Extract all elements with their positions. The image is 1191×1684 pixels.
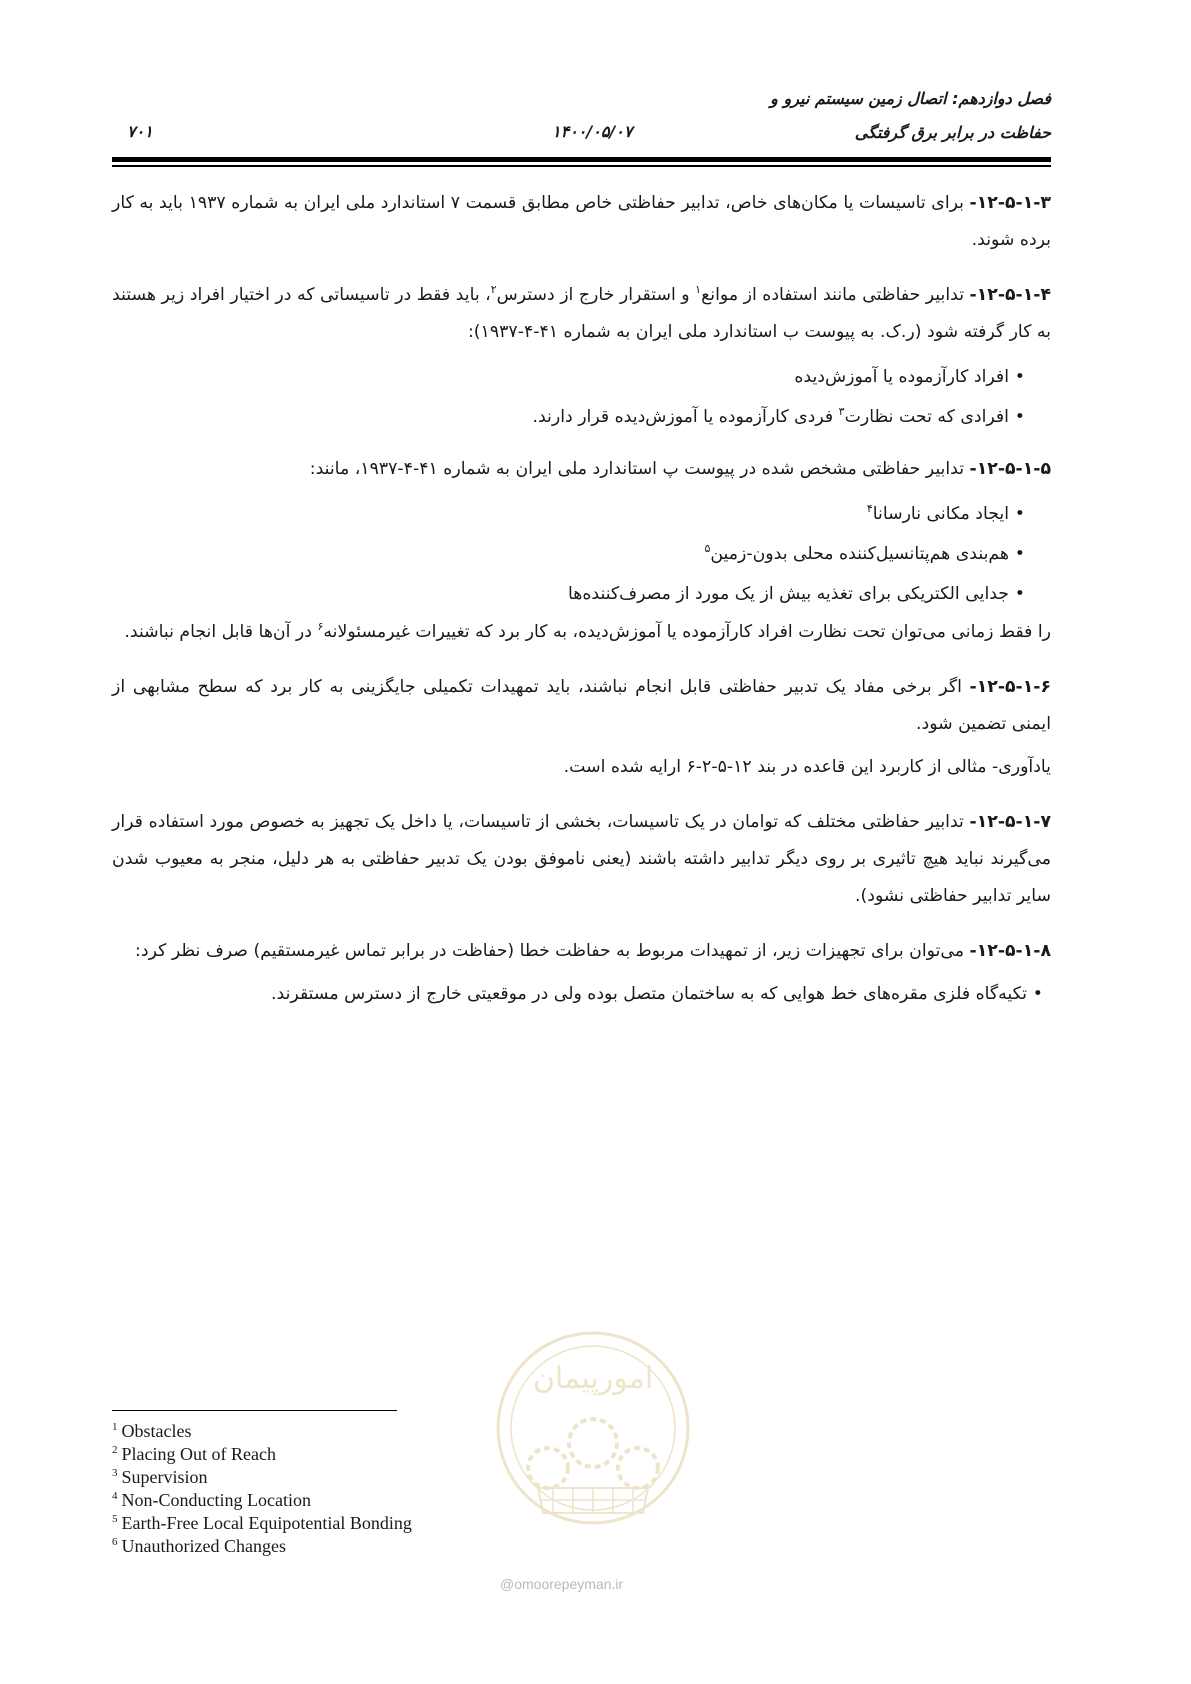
list-item-text: فردی کارآزموده یا آموزش‌دیده قرار دارند. xyxy=(532,407,839,427)
footnote-number: 2 xyxy=(112,1444,118,1456)
footnote-item xyxy=(112,1443,412,1466)
clause-continuation xyxy=(112,614,1051,651)
bullet-list xyxy=(112,357,1051,437)
clause-text: تدابیر حفاظتی مانند استفاده از موانع xyxy=(701,285,970,305)
page-header xyxy=(112,82,1051,162)
header-rule-thick xyxy=(112,157,1051,162)
clause-number: ۱۲-۵-۱-۸- xyxy=(969,941,1051,961)
list-item xyxy=(112,494,1021,534)
list-item-text: تکیه‌گاه فلزی مقره‌های خط هوایی که به ساختمان متصل بوده ولی در موقعیتی خارج از دسترس مستقرند. xyxy=(271,984,1027,1004)
list-item xyxy=(112,574,1021,614)
footnote-ref[interactable]: ۳ xyxy=(838,405,845,419)
watermark-logo-text: امورپیمان xyxy=(532,1361,654,1396)
footnote-number: 6 xyxy=(112,1536,118,1548)
footnote-text: Supervision xyxy=(121,1467,208,1487)
clause-number: ۱۲-۵-۱-۵- xyxy=(969,459,1051,479)
clause-text: تدابیر حفاظتی مشخص شده در پیوست پ استاندارد ملی ایران به شماره ۴۱-۴-۱۹۳۷، مانند: xyxy=(309,459,970,479)
list-item xyxy=(112,397,1021,437)
revision-date: ۱۴۰۰/۰۵/۰۷ xyxy=(552,122,633,141)
footnote-rule xyxy=(112,1410,397,1411)
list-item xyxy=(112,357,1021,397)
footnote-item xyxy=(112,1420,412,1443)
page-number: ۷۰۱ xyxy=(127,122,153,141)
footnote-text: Earth-Free Local Equipotential Bonding xyxy=(121,1513,412,1533)
footnote-number: 3 xyxy=(112,1467,118,1479)
footnote-ref[interactable]: ۶ xyxy=(317,620,324,634)
clause-number: ۱۲-۵-۱-۷- xyxy=(969,812,1051,832)
footnote-item xyxy=(112,1489,412,1512)
footnote-number: 5 xyxy=(112,1513,118,1525)
clause-12-5-1-4 xyxy=(112,277,1051,351)
list-item xyxy=(112,534,1021,574)
list-item-text: هم‌بندی هم‌پتانسیل‌کننده محلی بدون-زمین xyxy=(710,544,1009,564)
clause-number: ۱۲-۵-۱-۶- xyxy=(969,677,1051,697)
footnote-item xyxy=(112,1535,412,1558)
clause-text: می‌توان برای تجهیزات زیر، از تمهیدات مربوط به حفاظت خطا (حفاظت در برابر تماس غیرمستقیم) صرف نظر کرد: xyxy=(135,941,970,961)
list-item-text: افرادی که تحت نظارت xyxy=(844,407,1009,427)
chapter-title-line2: حفاظت در برابر برق گرفتگی xyxy=(854,123,1051,142)
footnote-text: Unauthorized Changes xyxy=(121,1536,286,1556)
footnote-number: 4 xyxy=(112,1490,118,1502)
bullet-list xyxy=(112,494,1051,614)
clause-12-5-1-6 xyxy=(112,669,1051,743)
clause-text: و استقرار خارج از دسترس xyxy=(496,285,696,305)
footnote-number: 1 xyxy=(112,1421,118,1433)
clause-text: تدابیر حفاظتی مختلف که توامان در یک تاسیسات، بخشی از تاسیسات، یا داخل یک تجهیز به خصوص مورد استفاده قرار می‌گیرند نباید هیچ تاثیری بر روی دیگر تدابیر داشته باشند (یعنی ناموفق بودن یک تدبیر حفاظتی به هر دلیل، منجر به معیوب شدن سایر تدابیر حفاظتی نشود). xyxy=(112,812,1051,906)
watermark-logo xyxy=(493,1318,693,1578)
footnote-ref[interactable]: ۴ xyxy=(866,502,873,516)
clause-12-5-1-7 xyxy=(112,804,1051,915)
document-body xyxy=(112,185,1051,1021)
footnote-item xyxy=(112,1466,412,1489)
clause-12-5-1-3 xyxy=(112,185,1051,259)
footnote-ref[interactable]: ۱ xyxy=(695,283,702,297)
clause-text: اگر برخی مفاد یک تدبیر حفاظتی قابل انجام نباشند، باید تمهیدات تکمیلی جایگزینی به کار برد که سطح مشابهی از ایمنی تضمین شود. xyxy=(112,677,1051,734)
bullet-list xyxy=(112,976,1051,1013)
clause-text: ، باید فقط در تاسیساتی که در اختیار افراد زیر هستند به کار گرفته شود (ر.ک. به پیوست ب استاندارد ملی ایران به شماره ۴۱-۴-۱۹۳۷): xyxy=(112,285,1051,342)
footnote-ref[interactable]: ۲ xyxy=(490,283,497,297)
footnote-text: Non-Conducting Location xyxy=(121,1490,311,1510)
clause-text: را فقط زمانی می‌توان تحت نظارت افراد کارآزموده یا آموزش‌دیده، به کار برد که تغییرات غیرمسئولانه xyxy=(323,622,1051,642)
chapter-title xyxy=(770,82,1051,150)
chapter-title-line1: فصل دوازدهم: اتصال زمین سیستم نیرو و xyxy=(770,89,1051,108)
footnote-ref[interactable]: ۵ xyxy=(704,542,711,556)
list-item-text: جدایی الکتریکی برای تغذیه بیش از یک مورد از مصرف‌کننده‌ها xyxy=(568,584,1009,604)
list-item-text: افراد کارآزموده یا آموزش‌دیده xyxy=(794,367,1009,387)
list-item xyxy=(112,976,1039,1013)
header-rule-thin xyxy=(112,165,1051,167)
note: یادآوری- مثالی از کاربرد این قاعده در بند ۱۲-۵-۲-۶ ارایه شده است. xyxy=(563,757,1051,777)
list-item-text: ایجاد مکانی نارسانا xyxy=(872,504,1009,524)
footnotes xyxy=(112,1420,412,1558)
clause-12-5-1-5 xyxy=(112,451,1051,488)
footnote-item xyxy=(112,1512,412,1535)
clause-number: ۱۲-۵-۱-۳- xyxy=(969,193,1051,213)
watermark-url: @omoorepeyman.ir xyxy=(500,1576,624,1592)
clause-text: در آن‌ها قابل انجام نباشند. xyxy=(124,622,318,642)
footnote-text: Obstacles xyxy=(121,1421,192,1441)
clause-12-5-1-8 xyxy=(112,933,1051,970)
footnote-text: Placing Out of Reach xyxy=(121,1444,276,1464)
clause-number: ۱۲-۵-۱-۴- xyxy=(969,285,1051,305)
clause-text: برای تاسیسات یا مکان‌های خاص، تدابیر حفاظتی خاص مطابق قسمت ۷ استاندارد ملی ایران به شماره ۱۹۳۷ باید به کار برده شوند. xyxy=(112,193,1051,250)
